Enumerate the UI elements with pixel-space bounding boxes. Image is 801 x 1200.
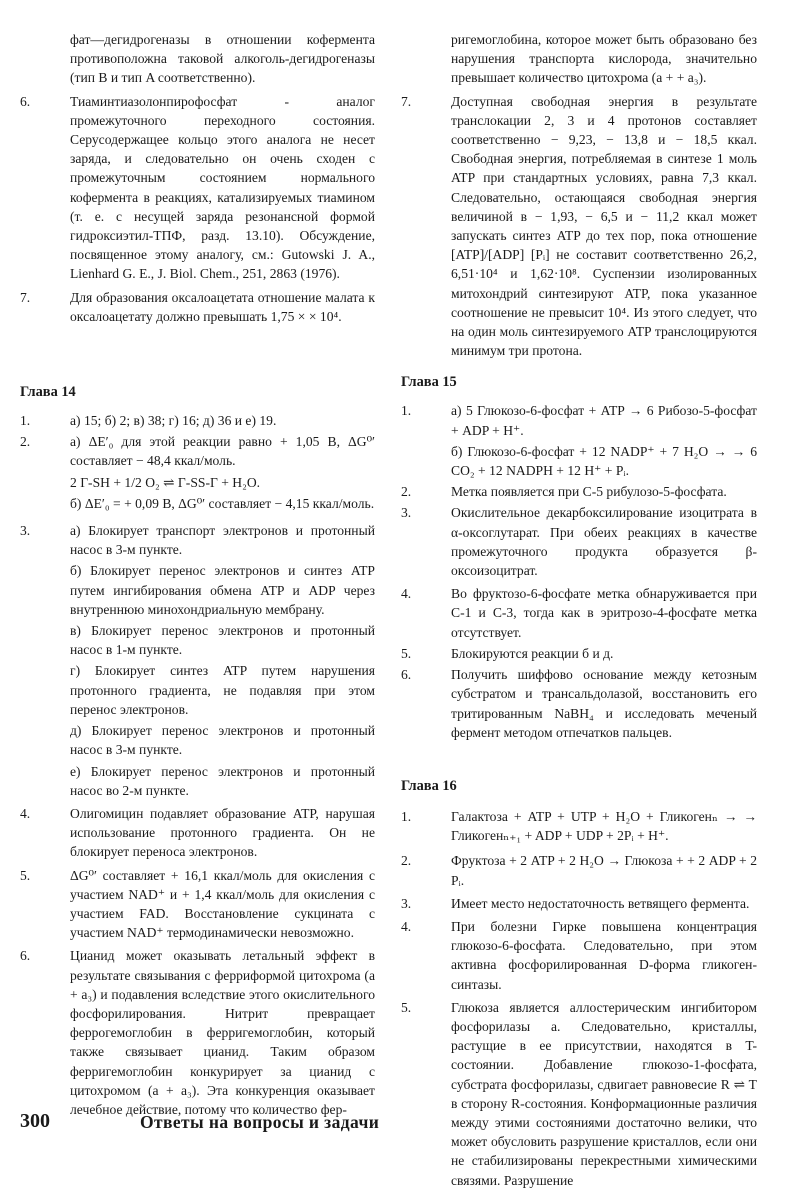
answer-item: [401, 917, 757, 994]
answer-text: Блокируются реакции б и д.: [451, 645, 614, 661]
answer-item: [401, 503, 757, 580]
answer-item: [20, 946, 375, 1119]
answer-equation: а) 5 Глюкозо-6-фосфат + ATP → 6 Рибозо-5-фосфат + ADP + H⁺.: [451, 403, 757, 438]
answer-item: [20, 432, 375, 513]
answer-number: 1.: [401, 403, 412, 419]
answer-item: [401, 584, 757, 642]
answer-text: Доступная свободная энергия в результате транслокации 2, 3 и 4 протонов составляет соответственно − 9,23, − 13,8 и − 18,5 ккал. Свободная энергия, потребляемая в синтезе 1 моль ATP при стандартных условиях, равна 7,3 ккал. Следовательно, остающаяся свободная энергия величиной в − 1,93, − 6,5 и − 11,2 ккал может запускать синтез ATP до тех пор, пока отношение [ATP]/[ADP] [Pᵢ] не составит соответственно 26,2, 6,51·10⁴ и 1,62·10⁸. Суспензии изолированных митохондрий синтезируют ATP, пока указанное соотношение не превысит 10⁴. Из этого следует, что на один моль синтезируемого ATP транслоцируются минимум три протона.: [451, 93, 757, 359]
answer-number: 2.: [20, 434, 31, 450]
answer-item: [401, 644, 757, 663]
answer-text: Тиаминтиазолонпирофосфат - аналог промежуточного переходного состояния. Серусодержащее кольцо этого аналога не несет заряда, и следовательно он очень сходен с промежуточным состоянием нормального кофермента в реакциях, катализируемых тиамином (т. е. с несущей заряда резонансной формой гидроксиэтил-ТПФ, разд. 13.10). Обсуждение, посвященное этому аналогу, см.: Gutowski J. A., Lienhard G. E., J. Biol. Chem., 251, 2863 (1976).: [70, 93, 375, 282]
answer-item: [401, 807, 757, 845]
answer-number: 1.: [401, 808, 412, 824]
answer-text: Окислительное декарбоксилирование изоцитрата в α-оксоглутарат. При обеих реакциях в качестве промежуточного продукта образуется β-оксоизоцитрат.: [451, 505, 757, 579]
answer-text: д) Блокирует перенос электронов и протонный насос в 3-м пункте.: [70, 723, 375, 758]
answer-number: 4.: [401, 586, 412, 602]
answer-item: [401, 401, 757, 480]
answer-number: 7.: [20, 289, 31, 305]
answer-item: [401, 894, 757, 913]
answer-text: б) Блокирует перенос электронов и синтез ATP путем ингибирования обмена ATP и ADP через внутреннюю минохондриальную мембрану.: [70, 563, 375, 617]
answer-text: ΔG⁰′ составляет + 16,1 ккал/моль для окисления с участием NAD⁺ и + 1,4 ккал/моль для окисления с участием FAD. Восстановление сукцината с участием NAD⁺ термодинамически невозможно.: [70, 867, 375, 941]
answer-text: а) Блокирует транспорт электронов и протонный насос в 3-м пункте.: [70, 523, 375, 558]
chapter-heading: Глава 15: [401, 374, 457, 391]
answer-text: в) Блокирует перенос электронов и протонный насос в 1-м пункте.: [70, 623, 375, 658]
answer-text: Глюкоза является аллостерическим ингибитором фосфорилазы a. Следовательно, кристаллы, растущие в ее присутствии, находятся в T-состоянии. Добавление глюкозо-1-фосфата, субстрата фосфорилазы, сдвигает равновесие R ⇌ T в сторону R-состояния. Конформационные различия между этими состояниями достаточно велики, что может обусловить разрушение кристаллов, если они не стабилизированы перекрестными химическими связями. Разрушение: [451, 999, 757, 1188]
answer-equation: Фруктоза + 2 ATP + 2 H₂O → Глюкоза + + 2 ADP + 2 Pᵢ.: [451, 853, 757, 888]
answer-text: б) ΔE′₀ = + 0,09 В, ΔG⁰′ составляет − 4,15 ккал/моль.: [70, 495, 375, 511]
answer-number: 6.: [20, 93, 31, 109]
right-column: [401, 30, 757, 1192]
chapter-heading: Глава 16: [401, 777, 457, 794]
answer-text: При болезни Гирке повышена концентрация глюкозо-6-фосфата. Следовательно, при этом активна фосфорилированная D-форма гликоген-синтазы.: [451, 918, 757, 992]
answer-number: 4.: [401, 918, 412, 934]
answer-text: а) ΔE′₀ для этой реакции равно + 1,05 В, ΔG⁰′ составляет − 48,4 ккал/моль.: [70, 434, 375, 469]
answer-number: 5.: [401, 999, 412, 1015]
answer-number: 5.: [20, 867, 31, 883]
answer-number: 2.: [401, 484, 412, 500]
answer-number: 3.: [401, 895, 412, 911]
answer-text: а) 15; б) 2; в) 38; г) 16; д) 36 и е) 19.: [70, 413, 277, 429]
page-number: 300: [20, 1110, 50, 1132]
answer-text: Во фруктозо-6-фосфате метка обнаруживается при C-1 и C-3, тогда как в эритрозо-4-фосфате метка отсутствует.: [451, 586, 757, 640]
answer-item: [20, 521, 375, 800]
answer-item: [401, 998, 757, 1190]
answer-number: 4.: [20, 805, 31, 821]
left-intro-continuation: фат—дегидрогеназы в отношении кофермента противоположна таковой алкоголь-дегидрогеназы (тип B и тип A соответственно).: [70, 32, 375, 86]
answer-text: г) Блокирует синтез ATP путем нарушения протонного градиента, не подавляя при этом перенос электронов.: [70, 663, 375, 717]
answer-text: Для образования оксалоацетата отношение малата к оксалоацетату должно превышать 1,75 × × 10⁴.: [70, 289, 375, 324]
running-title: Ответы на вопросы и задачи: [140, 1112, 380, 1132]
answer-number: 3.: [20, 523, 31, 539]
answer-item: [20, 288, 375, 326]
right-intro-continuation: ригемоглобина, которое может быть образовано без нарушения транспорта кислорода, значительно превышает количество цитохрома (a + + a₃).: [451, 32, 757, 86]
answer-item: [20, 92, 375, 284]
answer-item: [401, 482, 757, 501]
left-column: [20, 30, 375, 1121]
answer-item: [401, 851, 757, 889]
answer-number: 1.: [20, 413, 31, 429]
answer-text: Получить шиффово основание между кетозным субстратом и трансальдолазой, восстановить его тритированным NaBH₄ и исследовать меченый фермент методом отпечатков пальцев.: [451, 667, 757, 740]
answer-item: [20, 411, 375, 430]
answer-equation: Галактоза + ATP + UTP + H₂O + Гликогенₙ → → Гликогенₙ₊₁ + ADP + UDP + 2Pᵢ + H⁺.: [451, 808, 757, 844]
answer-text: Имеет место недостаточность ветвящего фермента.: [451, 895, 750, 911]
chapter-heading: Глава 14: [20, 384, 76, 401]
answer-number: 6.: [20, 948, 31, 964]
answer-text: Цианид может оказывать летальный эффект в результате связывания с ферриформой цитохрома (a + a₃) и подавления вследствие этого окислительного фосфорилирования. Нитрит превращает феррогемоглобин в ферригемоглобин, который также связывает цианид. Таким образом ферригемоглобин конкурирует за цианид с цитохромом (a + a₃). Эта конкуренция оказывает лечебное действие, потому что количество фер-: [70, 948, 375, 1117]
answer-number: 2.: [401, 853, 412, 869]
answer-number: 5.: [401, 645, 412, 661]
answer-item: [20, 804, 375, 862]
answer-text: Метка появляется при C-5 рибулозо-5-фосфата.: [451, 484, 727, 500]
answer-number: 7.: [401, 93, 412, 109]
answer-number: 6.: [401, 667, 412, 683]
answer-equation: 2 Г-SH + 1/2 O₂ ⇌ Г-SS-Г + H₂O.: [70, 474, 261, 490]
answer-item: [20, 866, 375, 943]
answer-item: [401, 92, 757, 361]
answer-text: Олигомицин подавляет образование ATP, нарушая использование протонного градиента. Он не блокирует переноса электронов.: [70, 805, 375, 860]
answer-equation: б) Глюкозо-6-фосфат + 12 NADP⁺ + 7 H₂O → → 6 CO₂ + 12 NADPH + 12 H⁺ + Pᵢ.: [451, 443, 757, 479]
answer-number: 3.: [401, 505, 412, 521]
answer-item: [401, 665, 757, 742]
answer-text: е) Блокирует перенос электронов и протонный насос во 2-м пункте.: [70, 763, 375, 798]
